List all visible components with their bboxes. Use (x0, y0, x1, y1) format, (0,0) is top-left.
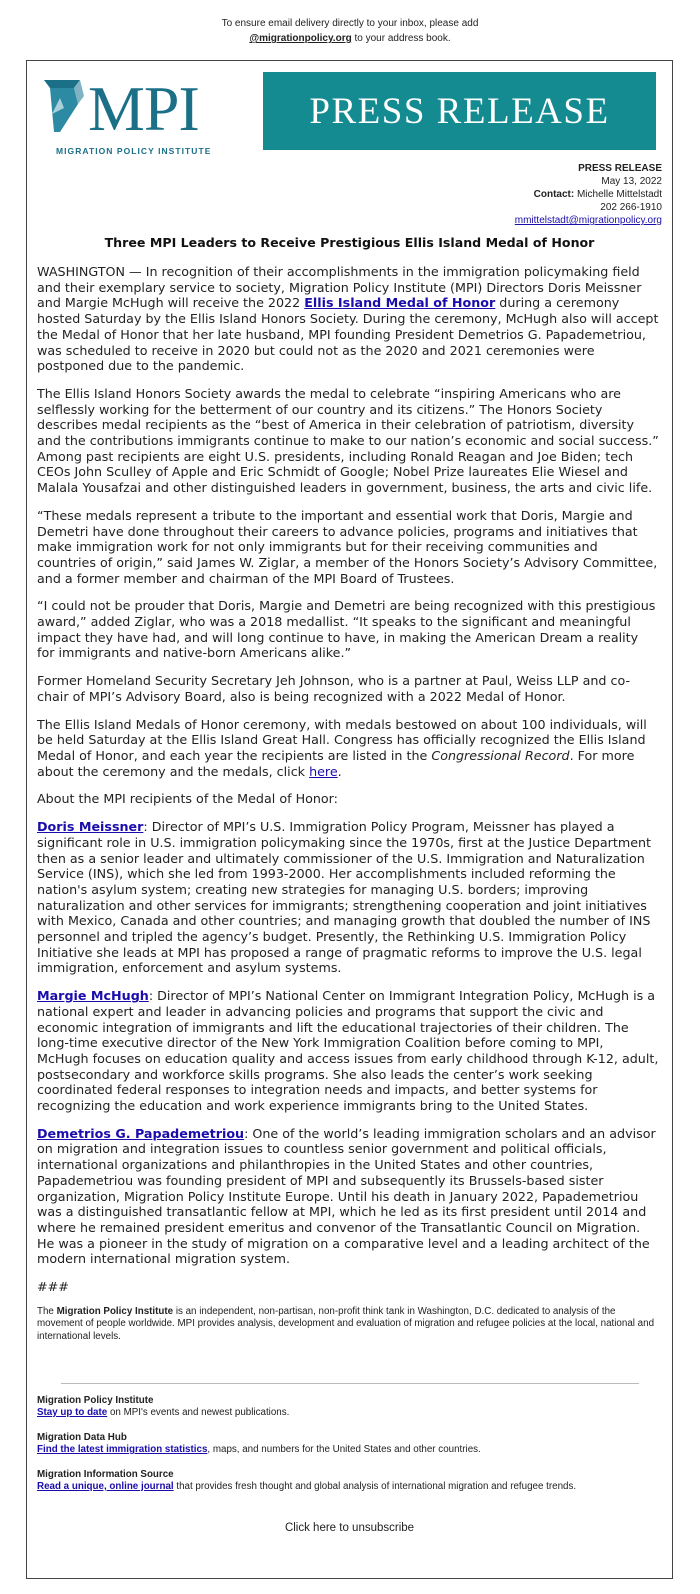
contact-release-label: PRESS RELEASE (578, 163, 662, 174)
footer-item-title: Migration Policy Institute (37, 1395, 154, 1406)
contact-email-link[interactable]: mmittelstadt@migrationpolicy.org (514, 215, 662, 226)
about-text-before: The (37, 1305, 57, 1317)
logo-arrow-top (44, 80, 80, 88)
p1-text-before: WASHINGTON — In recognition of their accomplishments in the immigration policymaking field and their exemplary service to society, Migration Policy Institute (MPI) Directors Doris Meissner and Margie McHugh will receive the 2022 (37, 264, 642, 311)
paragraph-7: About the MPI recipients of the Medal of Honor: (37, 791, 338, 807)
press-release-banner: PRESS RELEASE (263, 72, 656, 150)
congressional-record: Congressional Record (431, 747, 570, 763)
footer-item (37, 1432, 647, 1456)
paragraph-1 (37, 264, 659, 374)
paragraph-3: “These medals represent a tribute to the important and essential work that Doris, Margie and Demetri have done throughout their careers to advance policies, programs and initiatives that make immigration work for not only immigrants but for their receiving communities and countries of origin,” said James W. Ziglar, a member of the Honors Society’s Advisory Committee, and a former member and chairman of the MPI Board of Trustees. (37, 507, 658, 586)
about-org-name: Migration Policy Institute (56, 1305, 174, 1317)
demetrios-papademetriou-link[interactable]: Demetrios G. Papademetriou (37, 1125, 245, 1141)
footer-item-title: Migration Information Source (37, 1469, 174, 1480)
mpi-logo-mark (40, 74, 252, 134)
paragraph-2: The Ellis Island Honors Society awards the medal to celebrate “inspiring Americans who are selflessly working for the betterment of our country and its citizens.” The Honors Society describes medal recipients as the “best of America in their celebration of patriotism, diversity and the contributions immigrants continue to make to our nation’s economic and social success.” Among past recipients are eight U.S. presidents, including Ronald Reagan and Joe Biden; tech CEOs John Sculley of Apple and Eric Schmidt of Google; Nobel Prize laureates Elie Wiesel and Malala Yousafzai and other distinguished leaders in government, business, the arts and civic life. (37, 385, 659, 496)
doris-meissner-link[interactable]: Doris Meissner (37, 819, 144, 835)
footer-item-text: that provides fresh thought and global analysis of international migration and refugee trends. (173, 1481, 577, 1492)
footer-item-text: , maps, and numbers for the United States and other countries. (207, 1444, 481, 1455)
paragraph-6 (37, 717, 659, 780)
margie-mchugh-link[interactable]: Margie McHugh (37, 988, 149, 1004)
contact-block (515, 162, 662, 227)
ellis-island-medal-link[interactable]: Ellis Island Medal of Honor (304, 295, 496, 311)
p6-text-middle: . For more about the ceremony and the medals, click (37, 747, 635, 779)
margie-bio-text: : Director of MPI’s National Center on Immigrant Integration Policy, McHugh is a national expert and leader in advancing policies and programs that support the civic and economic integration of immigrants and lift the educational trajectories of their children. The long-time executive director of the New York Immigration Coalition before coming to MPI, McHugh focuses on education quality and access issues from early childhood through K-12, adult, postsecondary and workforce skills programs. She also leads the center’s work seeking coordinated federal responses to integration needs and impacts, and better systems for recognizing the education and work experience immigrants bring to the United States. (37, 988, 659, 1114)
unsubscribe-link[interactable]: Click here to unsubscribe (284, 1522, 415, 1534)
p6-text-before: The Ellis Island Medals of Honor ceremony, with medals bestowed on about 100 individuals, will be held Saturday at the Ellis Island Great Hall. Congress has officially recognized the Ellis Island Medal of Honor, and each year the recipients are listed in the (37, 716, 647, 763)
footer-item (37, 1395, 647, 1419)
article-body (37, 264, 659, 1355)
bio-margie (37, 988, 659, 1114)
headline: Three MPI Leaders to Receive Prestigious Ellis Island Medal of Honor (104, 235, 595, 250)
online-journal-link[interactable]: Read a unique, online journal (37, 1481, 174, 1492)
end-mark: ### (37, 1279, 69, 1295)
preheader (0, 16, 700, 46)
p6-text-after: . (337, 763, 342, 779)
p1-text-after: during a ceremony hosted Saturday by the Ellis Island Honors Society. During the ceremony, McHugh also will accept the Medal of Honor that her late husband, MPI founding President Demetrios G. Papademetriou, was scheduled to receive in 2020 but could not as the 2020 and 2021 ceremonies were postponed due to the pandemic. (37, 295, 659, 374)
immigration-statistics-link[interactable]: Find the latest immigration statistics (37, 1444, 208, 1455)
mpi-logo[interactable] (40, 74, 252, 156)
footer-item-title: Migration Data Hub (37, 1432, 127, 1443)
demetrios-bio-text: : One of the world’s leading immigration scholars and an advisor on migration and integration issues to countless senior government and political officials, international organizations and philanthropies in the United States and other countries, Papademetriou was founding president of MPI and subsequently its Brussels-based sister organization, Migration Policy Institute Europe. Until his death in January 2022, Papademetriou was a distinguished transatlantic fellow at MPI, which he led as its first president until 2014 and where he remained president emeritus and convenor of the Transatlantic Council on Migration. He was a pioneer in the study of migration on a comparative level and a leading architect of the modern international migration system. (37, 1125, 656, 1267)
footer-item-text: on MPI's events and newest publications. (107, 1407, 290, 1418)
about-text-after: is an independent, non-partisan, non-profit think tank in Washington, D.C. dedicated to analysis of the movement of people worldwide. MPI provides analysis, development and evaluation of migration and refugee policies at the local, national and international levels. (37, 1305, 655, 1342)
paragraph-5: Former Homeland Security Secretary Jeh Johnson, who is a partner at Paul, Weiss LLP and co-chair of MPI’s Advisory Board, also is being recognized with a 2022 Medal of Honor. (37, 673, 631, 704)
bio-doris (37, 819, 659, 976)
preheader-line2 (0, 31, 700, 46)
release-date: May 13, 2022 (601, 176, 662, 187)
logo-wordmark: MPI (88, 74, 199, 134)
bio-demetrios (37, 1126, 659, 1267)
footer-divider (61, 1383, 639, 1384)
stay-up-to-date-link[interactable]: Stay up to date (37, 1407, 108, 1418)
ceremony-here-link[interactable]: here (309, 763, 338, 779)
email-frame (26, 60, 673, 1579)
contact-phone: 202 266-1910 (600, 202, 662, 213)
about-mpi (37, 1306, 659, 1344)
preheader-address-link[interactable]: @migrationpolicy.org (249, 33, 352, 44)
contact-label: Contact: (533, 189, 575, 200)
contact-line (515, 188, 662, 201)
footer-links (37, 1395, 647, 1506)
paragraph-4: “I could not be prouder that Doris, Margie and Demetri are being recognized with this prestigious award,” added Ziglar, who was a 2018 medallist. “It speaks to the significant and meaningful impact they have had, and will long continue to have, in making the American Dream a reality for immigrants and native-born Americans alike.” (37, 598, 656, 661)
logo-tagline: MIGRATION POLICY INSTITUTE (56, 146, 212, 156)
preheader-line2-suffix: to your address book. (351, 33, 451, 44)
preheader-line1: To ensure email delivery directly to your inbox, please add (221, 18, 479, 29)
doris-bio-text: : Director of MPI’s U.S. Immigration Policy Program, Meissner has played a significant role in U.S. immigration policymaking since the 1970s, first at the Justice Department then as a senior leader and ultimately commissioner of the U.S. Immigration and Naturalization Service (INS), which she led from 1993-2000. Her accomplishments included reforming the nation's asylum system; creating new strategies for managing U.S. borders; improving naturalization and other services for immigrants; strengthening cooperation and joint initiatives with Mexico, Canada and other countries; and managing growth that doubled the number of INS personnel and tripled the agency’s budget. Presently, the Rethinking U.S. Immigration Policy Initiative she leads at MPI has proposed a range of pragmatic reforms to improve the U.S. legal immigration, enforcement and asylum systems. (37, 819, 652, 976)
contact-name: Michelle Mittelstadt (574, 189, 662, 200)
footer-item (37, 1469, 647, 1493)
